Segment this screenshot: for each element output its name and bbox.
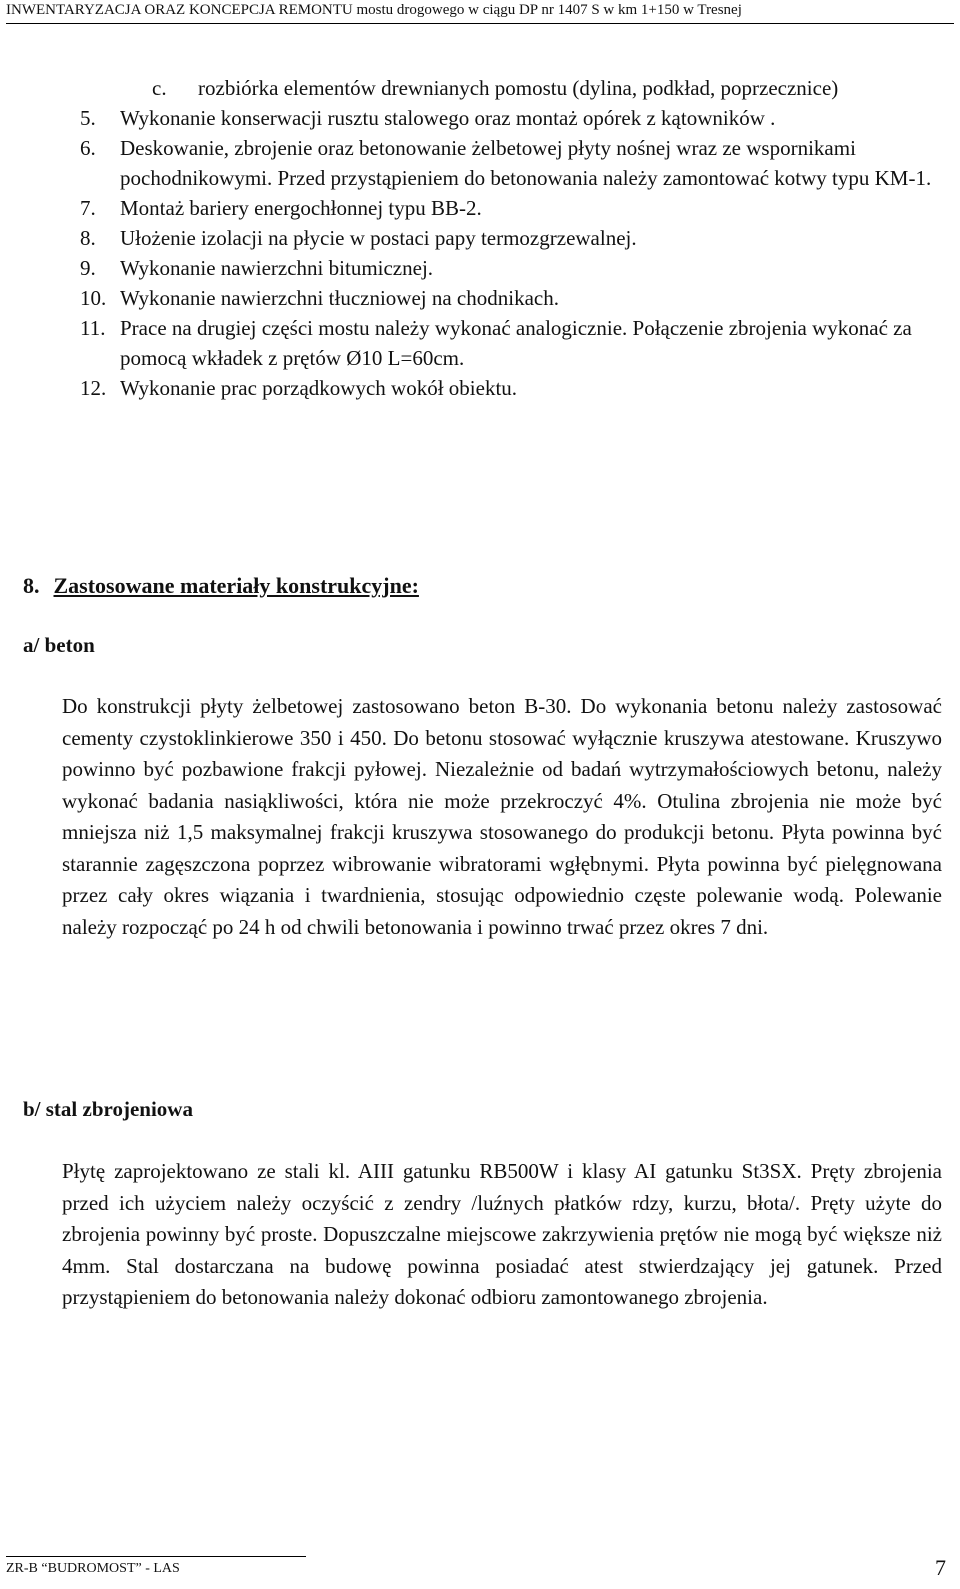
list-item-number: 6. xyxy=(80,136,96,160)
section-title: Zastosowane materiały konstrukcyjne: xyxy=(53,573,419,598)
list-item-number: 8. xyxy=(80,226,96,250)
page-header xyxy=(6,0,954,22)
subheading-stal: b/ stal zbrojeniowa xyxy=(23,1097,193,1121)
list-item-text: Deskowanie, zbrojenie oraz betonowanie żelbetowej płyty nośnej wraz ze wspornikami pochodnikowymi. Przed przystąpieniem do betonowania należy zamontować kotwy typu KM-1. xyxy=(120,136,932,190)
list-item xyxy=(80,193,940,223)
work-steps-list xyxy=(80,73,940,403)
list-item xyxy=(80,223,940,253)
list-item-text: rozbiórka elementów drewnianych pomostu (dylina, podkład, poprzecznice) xyxy=(198,76,839,100)
list-item xyxy=(80,313,940,373)
list-item xyxy=(80,373,940,403)
list-item-text: Wykonanie nawierzchni bitumicznej. xyxy=(120,256,434,280)
list-item-number: 10. xyxy=(80,286,107,310)
list-item-number: c. xyxy=(152,76,167,100)
section-heading xyxy=(23,573,419,599)
list-item-number: 5. xyxy=(80,106,96,130)
list-item-number: 12. xyxy=(80,376,107,400)
list-item-number: 11. xyxy=(80,316,106,340)
list-item xyxy=(152,73,940,103)
paragraph-stal: Płytę zaprojektowano ze stali kl. AIII gatunku RB500W i klasy AI gatunku St3SX. Pręty zbrojenia przed ich użyciem należy oczyścić z zendry /luźnych płatków rdzy, kurzu, błota/. Pręty użyte do zbrojenia powinny być proste. Dopuszczalne miejscowe zakrzywienia prętów nie mogą być większe niż 4mm. Stal dostarczana na budowę powinna posiadać atest stwierdzający jej gatunek. Przed przystąpieniem do betonowania należy dokonać odbioru zamontowanego zbrojenia. xyxy=(62,1159,942,1309)
list-item-number: 7. xyxy=(80,196,96,220)
header-divider xyxy=(6,23,954,24)
header-title: INWENTARYZACJA ORAZ KONCEPCJA REMONTU mostu drogowego w ciągu DP nr 1407 S w km 1+150 w Tresnej xyxy=(6,2,742,18)
list-item-text: Wykonanie konserwacji rusztu stalowego oraz montaż opórek z kątowników . xyxy=(120,106,776,130)
list-item-number: 9. xyxy=(80,256,96,280)
list-item-text: Ułożenie izolacji na płycie w postaci papy termozgrzewalnej. xyxy=(120,226,637,250)
subheading-beton: a/ beton xyxy=(23,633,95,657)
list-item-text: Wykonanie prac porządkowych wokół obiektu. xyxy=(120,376,518,400)
list-item xyxy=(80,253,940,283)
footer-divider xyxy=(6,1556,306,1557)
list-item-text: Wykonanie nawierzchni tłuczniowej na chodnikach. xyxy=(120,286,559,310)
page-number: 7 xyxy=(935,1555,946,1580)
section-number: 8. xyxy=(23,573,40,598)
footer-company: ZR-B “BUDROMOST” - LAS xyxy=(6,1561,180,1576)
list-item-text: Montaż bariery energochłonnej typu BB-2. xyxy=(120,196,482,220)
paragraph-beton: Do konstrukcji płyty żelbetowej zastosowano beton B-30. Do wykonania betonu należy zastosować cementy czystoklinkierowe 350 i 450. Do betonu stosować wyłącznie kruszywa atestowane. Kruszywo powinno być pozbawione frakcji pyłowej. Niezależnie od badań wytrzymałościowych betonu, należy wykonać badania nasiąkliwości, która nie może przekroczyć 4%. Otulina zbrojenia nie może być mniejsza niż 1,5 maksymalnej frakcji kruszywa stosowanego do produkcji betonu. Płyta powinna być starannie zagęszczona poprzez wibrowanie wibratorami wgłębnymi. Płyta powinna być pielęgnowana przez cały okres wiązania i twardnienia, stosując odpowiednio częste polewanie wodą. Polewanie należy rozpocząć po 24 h od chwili betonowania i powinno trwać przez okres 7 dni. xyxy=(62,694,942,939)
list-item xyxy=(80,283,940,313)
list-item xyxy=(80,133,940,193)
list-item xyxy=(80,103,940,133)
list-item-text: Prace na drugiej części mostu należy wykonać analogicznie. Połączenie zbrojenia wykonać za pomocą wkładek z prętów Ø10 L=60cm. xyxy=(120,316,912,370)
